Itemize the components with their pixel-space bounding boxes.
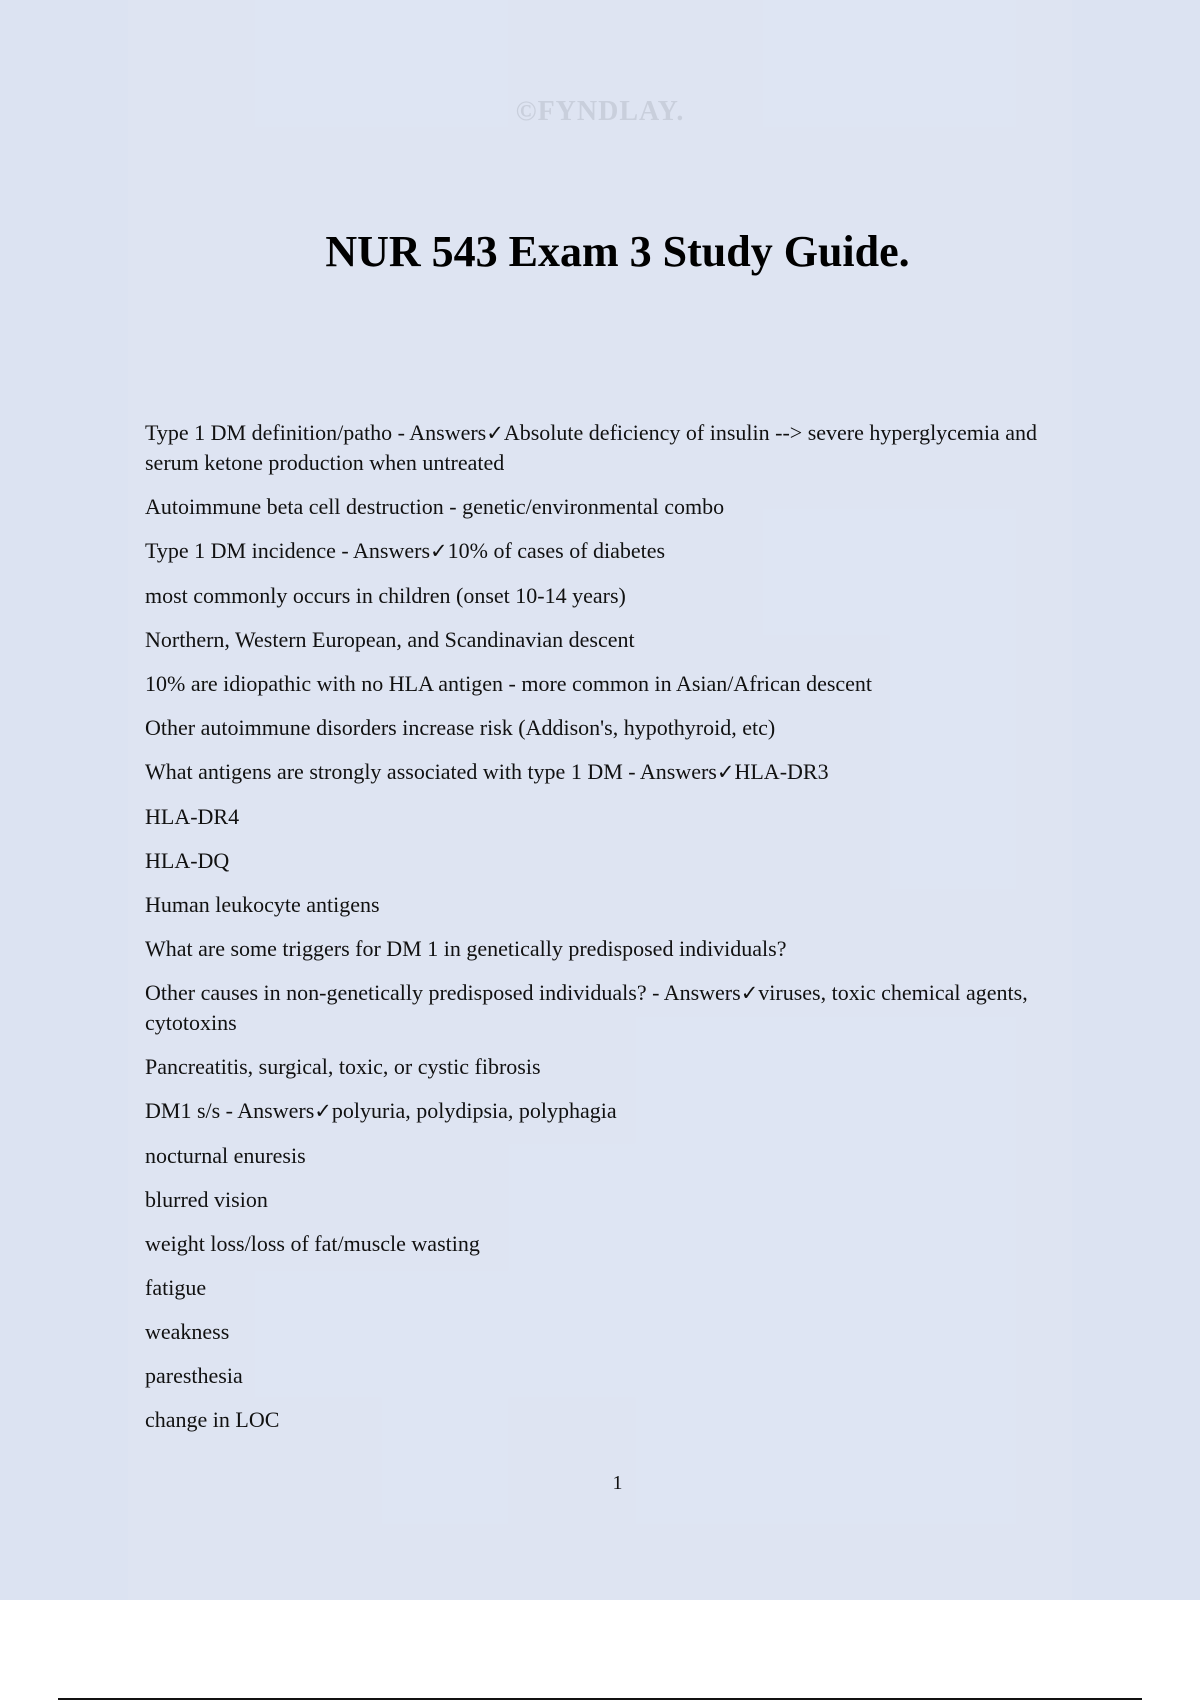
entry-dm1-symptoms bbox=[145, 1096, 1095, 1126]
entry-answer: 10% of cases of diabetes bbox=[447, 538, 666, 563]
entry-fatigue: fatigue bbox=[145, 1275, 207, 1300]
entry-children-onset: most commonly occurs in children (onset 10-14 years) bbox=[145, 583, 626, 608]
entry-descent: Northern, Western European, and Scandinavian descent bbox=[145, 627, 635, 652]
entry-antigens bbox=[145, 757, 1095, 787]
entry-change-in-loc: change in LOC bbox=[145, 1407, 280, 1432]
entry-human-leukocyte: Human leukocyte antigens bbox=[145, 892, 380, 917]
entry-hla-dr4: HLA-DR4 bbox=[145, 804, 240, 829]
check-icon: ✓ bbox=[430, 539, 448, 563]
entry-answer: viruses, toxic chemical agents, cytotoxins bbox=[145, 980, 1028, 1035]
study-guide-content bbox=[145, 418, 1095, 1449]
entry-question: Other causes in non-genetically predisposed individuals? - Answers bbox=[145, 980, 741, 1005]
entry-nocturnal-enuresis: nocturnal enuresis bbox=[145, 1143, 306, 1168]
entry-answer: HLA-DR3 bbox=[734, 759, 829, 784]
entry-other-autoimmune: Other autoimmune disorders increase risk (Addison's, hypothyroid, etc) bbox=[145, 715, 776, 740]
entry-pancreatitis: Pancreatitis, surgical, toxic, or cystic fibrosis bbox=[145, 1054, 541, 1079]
entry-type1-incidence bbox=[145, 536, 1095, 566]
watermark: ©FYNDLAY. bbox=[515, 96, 685, 127]
entry-type1-definition bbox=[145, 418, 1095, 477]
check-icon: ✓ bbox=[716, 760, 735, 784]
check-icon: ✓ bbox=[486, 421, 504, 445]
entry-blurred-vision: blurred vision bbox=[145, 1187, 268, 1212]
entry-question: DM1 s/s - Answers bbox=[145, 1098, 315, 1123]
page-title: NUR 543 Exam 3 Study Guide. bbox=[325, 227, 910, 276]
entry-triggers: What are some triggers for DM 1 in genetically predisposed individuals? bbox=[145, 936, 787, 961]
entry-paresthesia: paresthesia bbox=[145, 1363, 243, 1388]
entry-question: Type 1 DM incidence - Answers bbox=[145, 538, 431, 563]
page-number: 1 bbox=[612, 1472, 623, 1494]
entry-other-causes bbox=[145, 978, 1095, 1037]
entry-question: Type 1 DM definition/patho - Answers bbox=[145, 420, 487, 445]
entry-hla-dq: HLA-DQ bbox=[145, 848, 230, 873]
check-icon: ✓ bbox=[314, 1099, 332, 1123]
check-icon: ✓ bbox=[740, 981, 759, 1005]
entry-question: What antigens are strongly associated with type 1 DM - Answers bbox=[145, 759, 717, 784]
entry-answer: Absolute deficiency of insulin --> severe hyperglycemia and serum ketone production when untreated bbox=[145, 420, 1037, 475]
entry-idiopathic: 10% are idiopathic with no HLA antigen - more common in Asian/African descent bbox=[145, 671, 873, 696]
entry-weakness: weakness bbox=[145, 1319, 230, 1344]
entry-weight-loss: weight loss/loss of fat/muscle wasting bbox=[145, 1231, 480, 1256]
entry-answer: polyuria, polydipsia, polyphagia bbox=[331, 1098, 617, 1123]
entry-autoimmune: Autoimmune beta cell destruction - genetic/environmental combo bbox=[145, 494, 725, 519]
